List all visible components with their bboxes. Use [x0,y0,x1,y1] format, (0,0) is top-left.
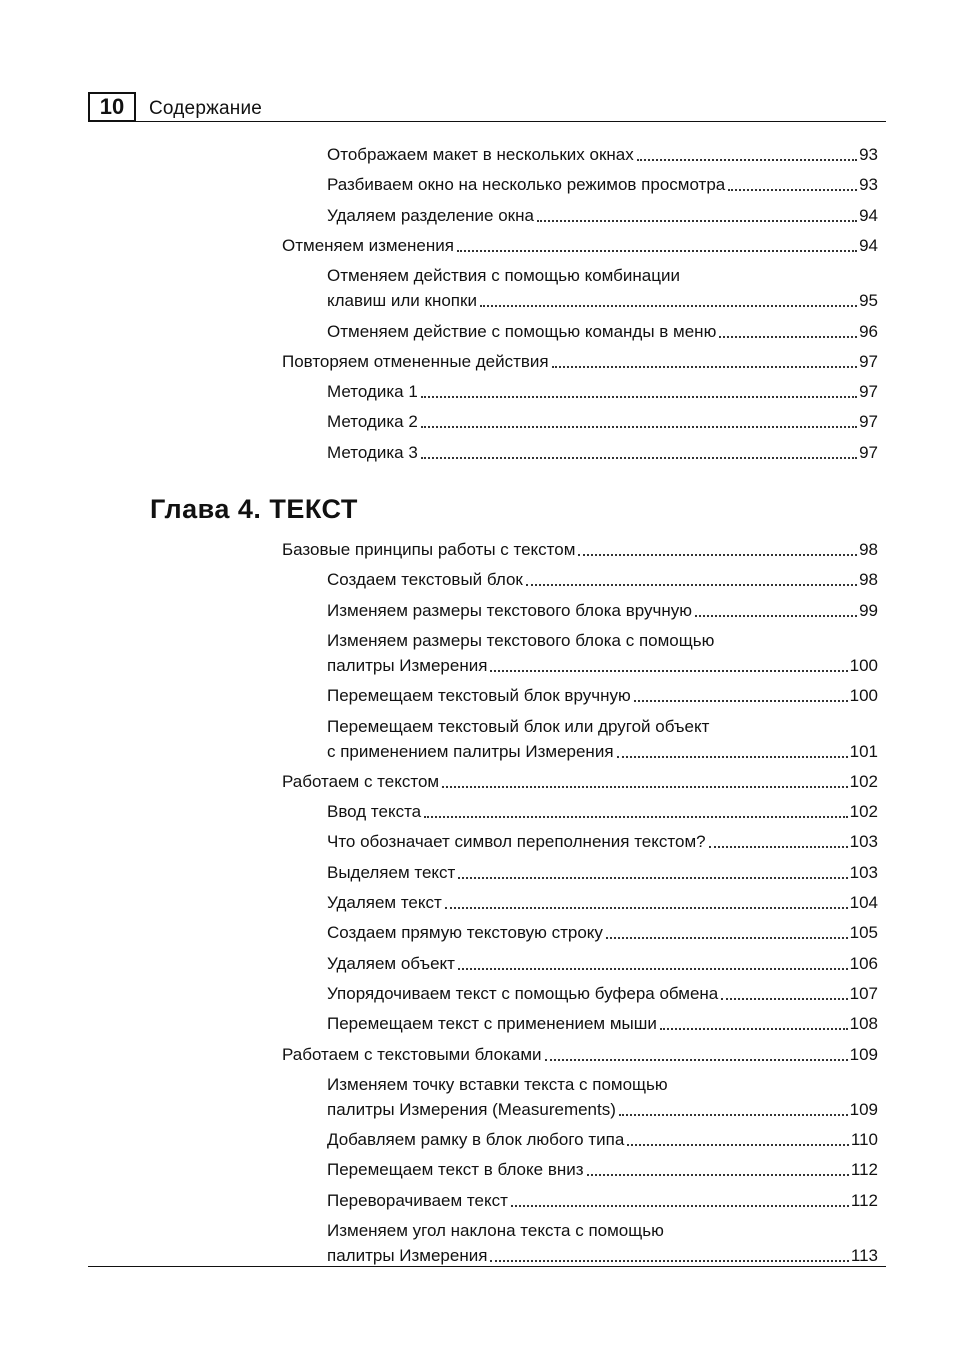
toc-entry-title: Ввод текста [327,802,422,822]
toc-entry-title: Перемещаем текстовый блок или другой объект [327,716,710,736]
toc-entry-page: 109 [849,1044,878,1064]
toc-entry [327,172,878,197]
toc-entry-page: 93 [859,145,878,164]
toc-entry [327,1127,878,1152]
toc-entry-title: Изменяем размеры текстового блока с помощью [327,630,715,650]
toc-entry-page: 112 [850,1190,878,1210]
toc-entry [327,1218,878,1268]
toc-entry-title: палитры Измерения (Measurements) [327,1099,616,1119]
toc-entry-title: клавиш или кнопки [327,291,477,311]
toc-entry-page: 107 [849,983,878,1003]
toc-entry-page: 103 [849,862,878,882]
header-rule [88,121,886,122]
toc-entry [327,203,878,228]
toc-entry [327,263,878,313]
toc-leader-dots [458,877,847,879]
toc-entry [327,1072,878,1122]
toc-entry-page: 97 [859,412,878,432]
toc-entry-title: Изменяем размеры текстового блока вручную [327,600,693,620]
toc-entry-title: Удаляем разделение окна [327,205,534,225]
toc-entry [282,537,878,562]
toc-leader-dots [421,457,857,459]
toc-entry-title: Методика 2 [327,412,418,432]
toc-entry [327,319,878,344]
toc-entry-page: 93 [859,175,878,195]
chapter-title: Глава 4. ТЕКСТ [150,494,358,524]
toc-entry-title: Удаляем объект [327,953,455,973]
toc-entry [327,409,878,434]
toc-entry [327,890,878,915]
toc-leader-dots [421,396,857,398]
toc-leader-dots [490,670,847,672]
toc-leader-dots [457,250,857,252]
toc-entry-page: 100 [849,655,878,675]
page-number: 10 [88,92,136,122]
toc-entry [282,1042,878,1067]
toc-entry-title: Изменяем точку вставки текста с помощью [327,1074,668,1094]
toc-entry-title: палитры Измерения [327,655,488,675]
toc-entry-title: Методика 1 [327,382,418,402]
toc-leader-dots [511,1205,849,1207]
toc-leader-dots [617,756,848,758]
toc-entry-title: Перемещаем текст в блоке вниз [327,1160,584,1180]
toc-entry [327,714,878,764]
toc-entry [327,1188,878,1213]
toc-entry-title: Переворачиваем текст [327,1190,508,1210]
toc-leader-dots [619,1114,848,1116]
toc-leader-dots [480,305,857,307]
toc-leader-dots [458,968,848,970]
toc-entry [327,567,878,592]
toc-entry-page: 101 [849,741,878,761]
toc-entry [327,829,878,854]
toc-entry-title: Методика 3 [327,442,418,462]
toc-entry-title: Что обозначает символ переполнения текстом? [327,832,706,852]
toc-entry-title: Создаем прямую текстовую строку [327,923,603,943]
toc-entry-title: Выделяем текст [327,862,456,882]
toc-leader-dots [637,159,857,161]
toc-entry-page: 104 [849,893,878,912]
toc-leader-dots [627,1144,849,1146]
toc-leader-dots [445,907,848,909]
toc-leader-dots [424,816,847,818]
toc-leader-dots [660,1028,848,1030]
toc-leader-dots [421,426,857,428]
toc-entry-title: с применением палитры Измерения [327,741,614,761]
toc-entry-page: 112 [850,1160,878,1180]
toc-leader-dots [634,700,848,702]
toc-entry-page: 99 [859,600,878,620]
toc-entry-page: 103 [849,832,878,852]
toc-leader-dots [721,998,847,1000]
toc-entry-page: 113 [850,1246,878,1265]
toc-entry-title: Повторяем отмененные действия [282,351,549,371]
toc-entry-page: 110 [850,1130,878,1150]
toc-entry [327,951,878,976]
toc-entry-title: Отображаем макет в нескольких окнах [327,145,634,164]
toc-leader-dots [526,584,857,586]
toc-entry [282,233,878,258]
toc-entry [327,142,878,167]
toc-entry-title: Изменяем угол наклона текста с помощью [327,1221,664,1240]
toc-entry-title: Отменяем изменения [282,235,454,255]
toc-leader-dots [442,786,848,788]
toc-entry-title: Базовые принципы работы с текстом [282,540,576,559]
footer-rule [88,1266,886,1267]
toc-entry-title: Удаляем текст [327,893,442,912]
toc-entry [327,683,878,708]
toc-entry [282,349,878,374]
toc-entry [327,440,878,465]
toc-entry-title: Перемещаем текстовый блок вручную [327,686,631,706]
toc-leader-dots [606,937,848,939]
toc-entry-page: 98 [859,540,878,559]
toc-entry [327,920,878,945]
toc-entry-page: 95 [859,291,878,311]
toc-entry-page: 97 [859,442,878,462]
toc-entry-page: 94 [859,235,878,255]
toc-entry [327,799,878,824]
toc-entry-page: 96 [859,321,878,341]
toc-entry [327,379,878,404]
toc-entry-title: Работаем с текстовыми блоками [282,1044,542,1064]
toc-leader-dots [728,189,857,191]
toc-entry-title: Отменяем действие с помощью команды в меню [327,321,717,341]
toc-entry-page: 97 [859,382,878,402]
toc-entry-page: 102 [849,771,878,791]
toc-entry-title: Перемещаем текст с применением мыши [327,1014,657,1034]
toc-entry-title: Отменяем действия с помощью комбинации [327,266,680,286]
toc-entry [327,860,878,885]
toc-entry-page: 102 [849,802,878,822]
toc-entry-page: 94 [859,205,878,225]
toc-entry [327,598,878,623]
toc-leader-dots [578,554,857,556]
toc-entry [327,1011,878,1036]
toc-entry-title: Работаем с текстом [282,771,440,791]
toc-entry-page: 105 [849,923,878,943]
toc-leader-dots [545,1059,848,1061]
toc-entry [327,628,878,678]
toc-leader-dots [709,846,848,848]
running-title: Содержание [149,98,263,119]
toc-leader-dots [587,1174,849,1176]
toc-entry-page: 108 [849,1014,878,1034]
toc-entry-page: 106 [849,953,878,973]
toc-entry-title: Упорядочиваем текст с помощью буфера обмена [327,983,719,1003]
toc-leader-dots [537,220,857,222]
toc-entry-title: палитры Измерения [327,1246,488,1265]
toc-leader-dots [695,615,857,617]
toc-entry [327,1157,878,1182]
toc-entry [282,769,878,794]
toc-entry [327,981,878,1006]
toc-entry-title: Добавляем рамку в блок любого типа [327,1130,625,1150]
toc-entry-title: Создаем текстовый блок [327,570,523,590]
toc-entry-page: 97 [859,351,878,371]
toc-leader-dots [719,336,857,338]
toc-entry-page: 98 [859,570,878,590]
toc-entry-title: Разбиваем окно на несколько режимов просмотра [327,175,726,195]
toc-entry-page: 109 [849,1099,878,1119]
toc-leader-dots [490,1260,848,1262]
toc-leader-dots [552,366,857,368]
toc-entry-page: 100 [849,686,878,706]
